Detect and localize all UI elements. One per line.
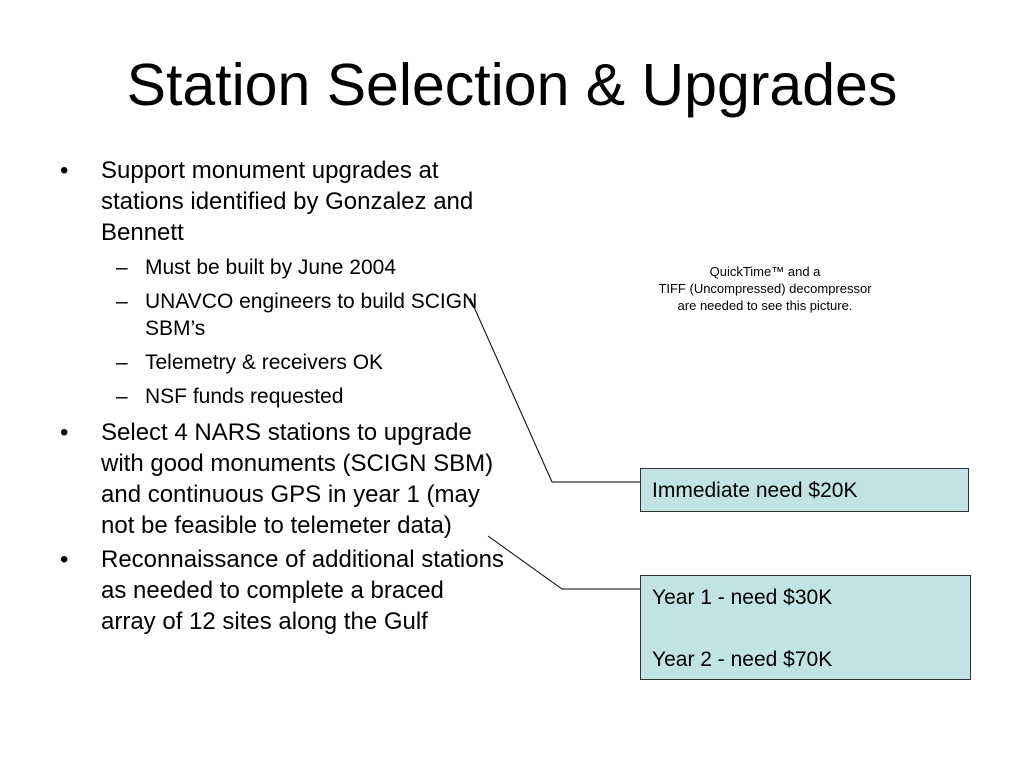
placeholder-line: QuickTime™ and a xyxy=(709,264,821,279)
callout-text: Year 1 - need $30K xyxy=(652,586,833,609)
connector-line-year xyxy=(488,536,640,589)
bullet-item-nars-stations xyxy=(60,417,505,541)
callout-text: Year 2 - need $70K xyxy=(652,648,833,671)
callout-spacer xyxy=(652,613,959,644)
bullet-text: Select 4 NARS stations to upgrade with good monuments (SCIGN SBM) and continuous GPS in year 1 (may not be feasible to telemeter data) xyxy=(101,419,494,539)
callout-text: Immediate need $20K xyxy=(652,479,858,502)
placeholder-line: TIFF (Uncompressed) decompressor xyxy=(658,281,872,296)
placeholder-line: are needed to see this picture. xyxy=(677,298,853,313)
bullet-list xyxy=(60,155,505,640)
sub-bullet-item: – Must be built by June 2004 xyxy=(101,254,505,281)
sub-bullet-item: – Telemetry & receivers OK xyxy=(101,349,505,376)
callout-year-needs xyxy=(640,575,971,680)
bullet-text: Support monument upgrades at stations identified by Gonzalez and Bennett xyxy=(101,157,474,246)
sub-bullet-list xyxy=(101,254,505,410)
bullet-item-monument-upgrades xyxy=(60,155,505,410)
callout-immediate-need xyxy=(640,468,969,512)
slide-title: Station Selection & Upgrades xyxy=(126,52,898,118)
image-placeholder xyxy=(620,263,910,314)
bullet-item-reconnaissance xyxy=(60,544,505,637)
sub-bullet-item: – NSF funds requested xyxy=(101,383,505,410)
bullet-text: Reconnaissance of additional stations as needed to complete a braced array of 12 sites along the Gulf xyxy=(101,546,504,635)
sub-bullet-item: – UNAVCO engineers to build SCIGN SBM’s xyxy=(101,288,505,342)
